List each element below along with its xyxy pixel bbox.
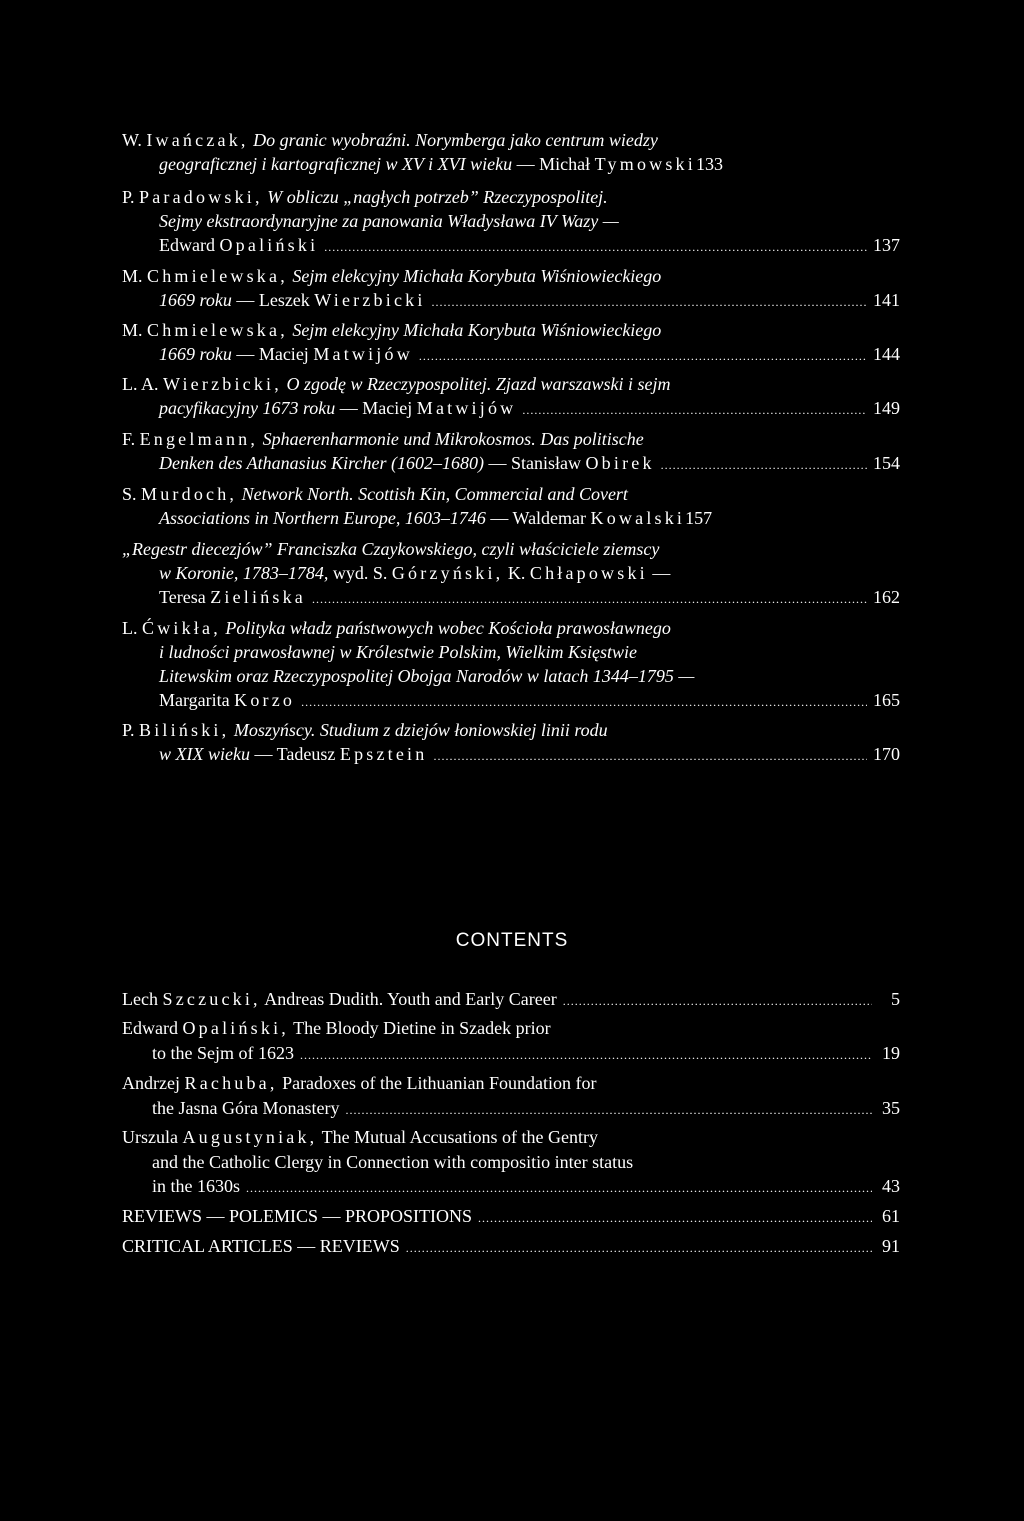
page-number: 91 <box>882 1236 900 1256</box>
author-initial: S. <box>122 484 137 504</box>
article-title: Paradoxes of the Lithuanian Foundation for <box>282 1073 597 1093</box>
author-initial: F. <box>122 429 136 449</box>
editor-initial: K. <box>507 563 526 583</box>
editor-surname: Chłapowski <box>529 563 648 583</box>
leader-dots <box>563 989 872 1014</box>
reviewer-first: — Michał <box>516 154 591 174</box>
leader-dots <box>312 587 867 611</box>
toc-entry <box>122 318 900 366</box>
author-initial: L. <box>122 618 138 638</box>
page-number: 35 <box>882 1097 900 1118</box>
article-title: to the Sejm of 1623 <box>152 1042 294 1063</box>
reviewer-surname: Zielińska <box>210 587 307 607</box>
leader-dots <box>345 1098 872 1123</box>
author-initial: L. A. <box>122 374 159 394</box>
leader-dots <box>433 744 867 768</box>
contents-entry <box>122 1125 900 1199</box>
work-title: Polityka władz państwowych wobec Kościoła prawosławnego <box>225 618 671 638</box>
reviewer-surname: Matwijów <box>313 344 413 364</box>
page-number: 19 <box>882 1042 900 1063</box>
work-title: geograficznej i kartograficznej w XV i XVI wieku <box>159 154 513 174</box>
work-title: w XIX wieku <box>159 744 250 764</box>
leader-dots <box>478 1206 872 1231</box>
reviewer-first: — Stanisław <box>488 453 581 473</box>
author-first: Urszula <box>122 1127 178 1147</box>
author-surname: Augustyniak, <box>182 1127 318 1147</box>
work-title: Sejmy ekstraordynaryjne za panowania Władysława IV Wazy — <box>159 211 619 231</box>
work-title: „Regestr diecezjów” Franciszka Czaykowskiego, czyli właściciele ziemscy <box>122 539 660 559</box>
author-surname: Rachuba, <box>184 1073 278 1093</box>
editor-surname: Górzyński, <box>391 563 504 583</box>
leader-dots <box>419 344 867 368</box>
author-initial: M. <box>122 266 143 286</box>
work-title: Moszyńscy. Studium z dziejów łoniowskiej linii rodu <box>233 720 608 740</box>
page-number: 165 <box>873 690 900 710</box>
author-first: Lech <box>122 989 158 1009</box>
contents-heading: CONTENTS <box>455 930 569 951</box>
author-initial: P. <box>122 187 135 207</box>
author-surname: Murdoch, <box>141 484 238 504</box>
reviewer-surname: Matwijów <box>416 398 517 418</box>
author-surname: Paradowski, <box>139 187 263 207</box>
work-title: Do granic wyobraźni. Norymberga jako centrum wiedzy <box>253 130 658 150</box>
work-title: 1669 roku <box>159 344 232 364</box>
author-surname: Chmielewska, <box>147 320 288 340</box>
toc-entry <box>122 482 900 530</box>
author-surname: Ćwikła, <box>142 618 221 638</box>
article-title: The Mutual Accusations of the Gentry <box>321 1127 599 1147</box>
editor-label: wyd. S. <box>332 563 388 583</box>
page-number: 61 <box>882 1206 900 1226</box>
leader-dots <box>300 1043 872 1068</box>
page-number: 5 <box>891 989 900 1009</box>
reviewer-first: Edward <box>159 235 215 255</box>
reviewer-surname: Korzo <box>234 690 296 710</box>
work-title: W obliczu „nagłych potrzeb” Rzeczypospolitej. <box>267 187 608 207</box>
work-title: i ludności prawosławnej w Królestwie Polskim, Wielkim Księstwie <box>159 642 637 662</box>
work-title: 1669 roku <box>159 290 232 310</box>
leader-dots <box>432 290 867 314</box>
work-title: Sejm elekcyjny Michała Korybuta Wiśniowieckiego <box>292 320 662 340</box>
page-number: 162 <box>873 587 900 607</box>
work-title: Sejm elekcyjny Michała Korybuta Wiśniowieckiego <box>292 266 662 286</box>
toc-entry <box>122 718 900 766</box>
page-number: 137 <box>873 235 900 255</box>
leader-dots <box>522 398 867 422</box>
author-initial: P. <box>122 720 135 740</box>
reviewer-surname: Kowalski <box>590 508 686 528</box>
toc-entry <box>122 128 900 176</box>
section-title: REVIEWS — POLEMICS — PROPOSITIONS <box>122 1206 473 1226</box>
work-title: Associations in Northern Europe, 1603–1746 <box>159 508 486 528</box>
author-surname: Iwańczak, <box>146 130 249 150</box>
work-title: Denken des Athanasius Kircher (1602–1680) <box>159 453 484 473</box>
toc-entry <box>122 264 900 312</box>
leader-dots <box>661 453 867 477</box>
page-number: 149 <box>873 398 900 418</box>
contents-entry <box>122 1234 900 1259</box>
author-first: Edward <box>122 1018 178 1038</box>
contents-entry <box>122 1071 900 1120</box>
work-title: Network North. Scottish Kin, Commercial and Covert <box>241 484 628 504</box>
toc-entry <box>122 537 900 609</box>
author-surname: Engelmann, <box>139 429 259 449</box>
reviewer-surname: Obirek <box>585 453 655 473</box>
toc-entry <box>122 372 900 420</box>
page-number: 157 <box>685 508 713 528</box>
author-surname: Wierzbicki, <box>163 374 282 394</box>
leader-dots <box>246 1176 872 1201</box>
work-title: O zgodę w Rzeczypospolitej. Zjazd warszawski i sejm <box>286 374 671 394</box>
reviewer-first: Teresa <box>159 587 206 607</box>
article-title: the Jasna Góra Monastery <box>152 1097 340 1118</box>
toc-entry <box>122 185 900 257</box>
page-number: 43 <box>882 1176 900 1196</box>
author-surname: Biliński, <box>139 720 230 740</box>
leader-dots <box>406 1236 872 1261</box>
section-title: CRITICAL ARTICLES — REVIEWS <box>122 1236 400 1256</box>
work-title: Litewskim oraz Rzeczypospolitej Obojga Narodów w latach 1344–1795 — <box>159 666 695 686</box>
toc-entry <box>122 616 900 712</box>
author-surname: Szczucki, <box>162 989 261 1009</box>
contents-entry <box>122 1016 900 1065</box>
author-initial: M. <box>122 320 143 340</box>
article-title: in the 1630s <box>152 1176 240 1196</box>
reviewer-surname: Tymowski <box>594 154 696 174</box>
leader-dots <box>324 235 867 259</box>
work-title: w Koronie, 1783–1784, <box>159 563 329 583</box>
reviewer-surname: Wierzbicki <box>314 290 426 310</box>
author-surname: Opaliński, <box>182 1018 289 1038</box>
article-title: and the Catholic Clergy in Connection with compositio inter status <box>152 1151 634 1172</box>
article-title: The Bloody Dietine in Szadek prior <box>293 1018 551 1038</box>
reviewer-first: — Maciej <box>236 344 309 364</box>
work-title: Sphaerenharmonie und Mikrokosmos. Das politische <box>262 429 644 449</box>
reviewer-first: — Leszek <box>236 290 310 310</box>
author-surname: Chmielewska, <box>147 266 288 286</box>
reviewer-first: Margarita <box>159 690 230 710</box>
article-title: Andreas Dudith. Youth and Early Career <box>264 989 557 1009</box>
toc-entry <box>122 427 900 475</box>
page-number: 154 <box>873 453 900 473</box>
leader-dots <box>301 690 867 714</box>
author-initial: W. <box>122 130 142 150</box>
reviewer-first: — Tadeusz <box>254 744 336 764</box>
reviewer-first: — Waldemar <box>490 508 587 528</box>
reviewer-surname: Opaliński <box>219 235 319 255</box>
contents-entry <box>122 987 900 1012</box>
page-number: 133 <box>695 154 723 174</box>
page-number: 141 <box>873 290 900 310</box>
reviewer-surname: Epsztein <box>339 744 428 764</box>
page-number: 170 <box>873 744 900 764</box>
author-first: Andrzej <box>122 1073 180 1093</box>
page-number: 144 <box>873 344 900 364</box>
reviewer-first: — Maciej <box>339 398 413 418</box>
contents-entry <box>122 1204 900 1229</box>
work-title: pacyfikacyjny 1673 roku <box>159 398 336 418</box>
dash: — <box>652 563 671 583</box>
